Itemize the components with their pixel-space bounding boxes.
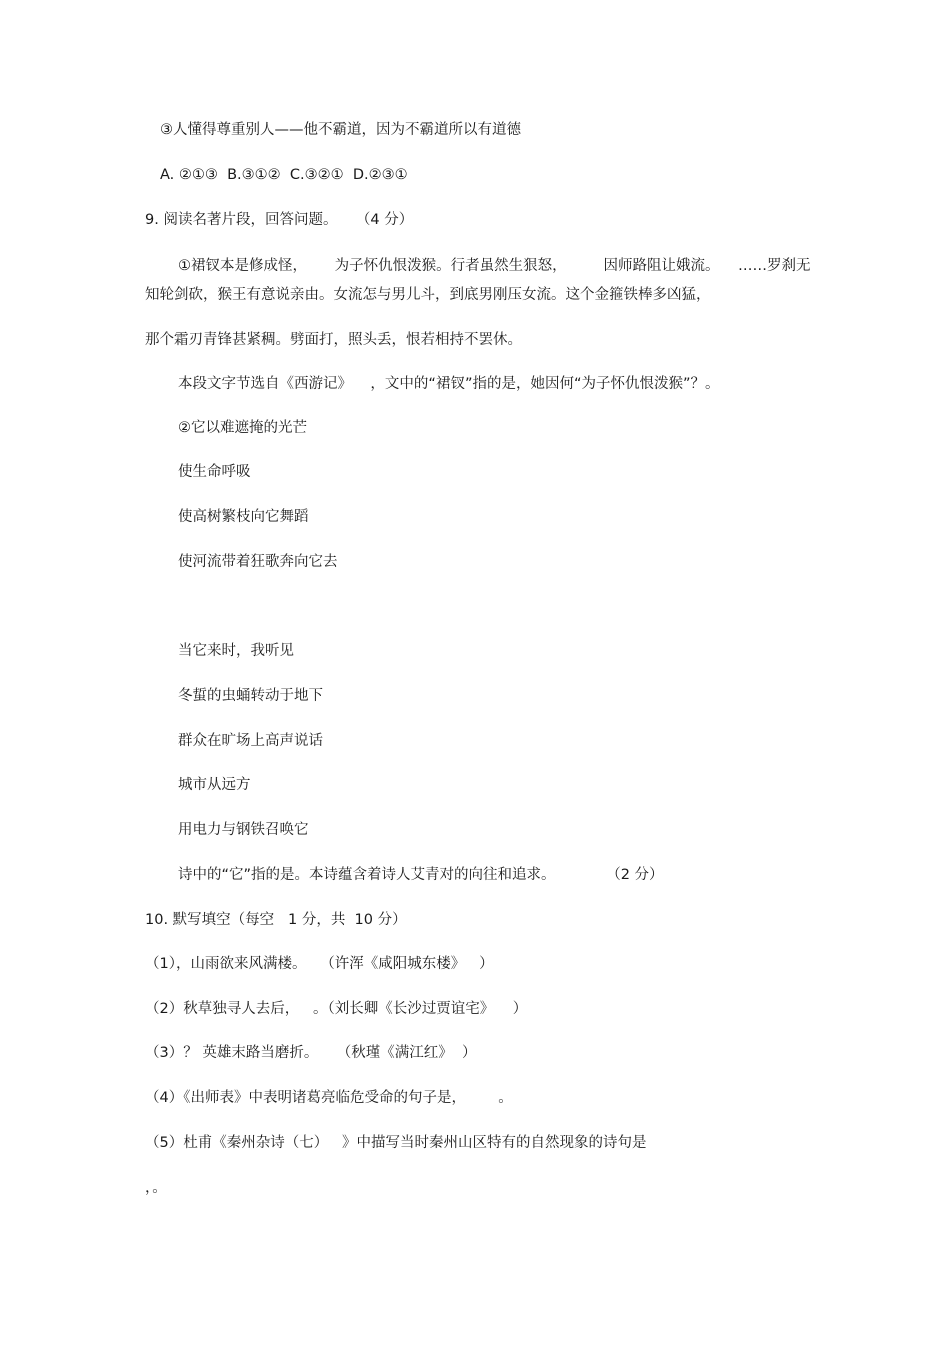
question-10-heading: 10. 默写填空（每空 1 分，共 10 分） (145, 912, 407, 928)
poem-line-2: 使生命呼吸 (178, 464, 251, 480)
answer-choices: A. ②①③ B.③①② C.③②① D.②③① (160, 167, 408, 183)
poem-line-4: 使河流带着狂歌奔向它去 (178, 554, 338, 570)
fill-blank-3: （3）？ 英雄末路当磨折。 （秋瑾《满江红》 ） (145, 1045, 477, 1061)
fill-blank-5-continuation: ，。 (145, 1180, 167, 1196)
fill-blank-1: （1），山雨欲来风满楼。 （许浑《咸阳城东楼》 ） (145, 956, 494, 972)
poem-question: 诗中的“它”指的是。本诗蕴含着诗人艾青对的向往和追求。 （2 分） (178, 867, 664, 883)
passage-line-3: 那个霜刃青锋甚紧稠。劈面打，照头丢，恨若相持不罢休。 (145, 332, 522, 348)
poem-line-9: 用电力与钢铁召唤它 (178, 822, 309, 838)
question-9-prompt: 本段文字节选自《西游记》 ，文中的“裙钗”指的是，她因何“为子怀仇恨泼猴”？。 (178, 376, 720, 392)
poem-line-1: ②它以难遮掩的光芒 (178, 420, 307, 436)
option-line-3: ③人懂得尊重别人——他不霸道，因为不霸道所以有道德 (160, 122, 521, 138)
poem-line-7: 群众在旷场上高声说话 (178, 733, 323, 749)
fill-blank-4: （4）《出师表》中表明诸葛亮临危受命的句子是， 。 (145, 1090, 513, 1106)
poem-line-8: 城市从远方 (178, 777, 251, 793)
question-9-heading: 9. 阅读名著片段，回答问题。 （4 分） (145, 212, 414, 228)
poem-line-5: 当它来时，我听见 (178, 643, 294, 659)
fill-blank-5: （5）杜甫《秦州杂诗（七） 》中描写当时秦州山区特有的自然现象的诗句是 (145, 1135, 647, 1151)
poem-line-3: 使高树繁枝向它舞蹈 (178, 509, 309, 525)
fill-blank-2: （2）秋草独寻人去后， 。（刘长卿《长沙过贾谊宅》 ） (145, 1001, 528, 1017)
poem-line-6: 冬蜇的虫蛹转动于地下 (178, 688, 323, 704)
passage-line-1: ①裙钗本是修成怪， 为子怀仇恨泼猴。行者虽然生狠怒， 因师路阻让娥流。 ……罗刹无 (178, 258, 811, 274)
passage-line-2: 知轮剑砍，猴王有意说亲由。女流怎与男儿斗，到底男刚压女流。这个金箍铁棒多凶猛， (145, 287, 711, 303)
